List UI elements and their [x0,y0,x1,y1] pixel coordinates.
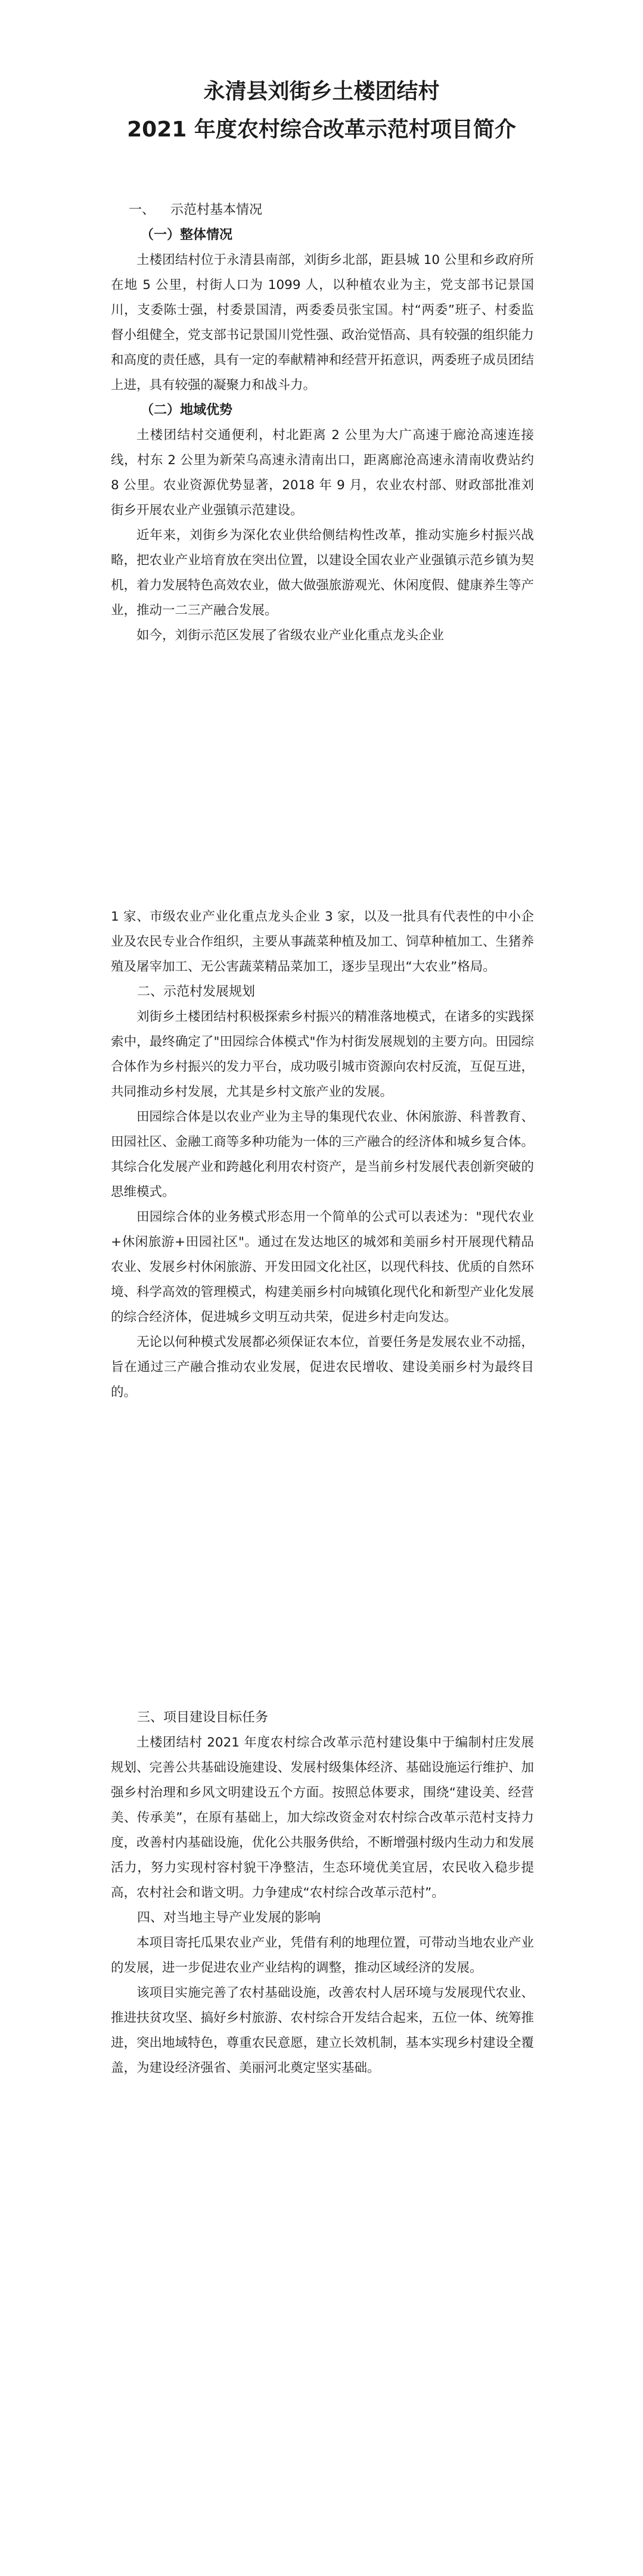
section1-heading [111,198,534,223]
document-title-line2: 2021 年度农村综合改革示范村项目简介 [127,117,516,142]
plan-paragraph-4: 无论以何种模式发展都必须保证农本位，首要任务是发展农业不动摇，旨在通过三产融合推动农业发展，促进农民增收、建设美丽乡村为最终目的。 [111,1335,534,1400]
section1-title: 示范村基本情况 [170,203,263,217]
subsection-advantage-heading: （二）地域优势 [141,403,233,418]
subsection-overall-heading: （一）整体情况 [141,228,233,243]
section1-continuation [111,905,534,1405]
goals-paragraph: 土楼团结村 2021 年度农村综合改革示范村建设集中于编制村庄发展规划、完善公共基础设施建设、发展村级集体经济、基础设施运行维护、加强乡村治理和乡风文明建设五个方面。按照总体要求，围绕“建设美、经营美、传承美”，在原有基础上，加大综改资金对农村综合改革示范村支持力度，改善村内基础设施，优化公共服务供给，不断增强村级内生动力和发展活力，努力实现村容村貌干净整洁，生态环境优美宜居，农民收入稳步提高，农村社会和谐文明。力争建成“农村综合改革示范村”。 [111,1735,534,1900]
advantage-paragraph-2: 近年来，刘街乡为深化农业供给侧结构性改革，推动实施乡村振兴战略，把农业产业培育放在突出位置，以建设全国农业产业强镇示范乡镇为契机，着力发展特色高效农业，做大做强旅游观光、休闲度假、健康养生等产业，推动一二三产融合发展。 [111,528,534,618]
document-title-line1: 永清县刘街乡土楼团结村 [203,79,440,104]
plan-paragraph-3: 田园综合体的业务模式形态用一个简单的公式可以表述为："现代农业+休闲旅游+田园社区"。通过在发达地区的城郊和美丽乡村开展现代精品农业、发展乡村休闲旅游、开发田园文化社区，以现代科技、优质的自然环境、科学高效的管理模式，构建美丽乡村向城镇化现代化和新型产业化发展的综合经济体，促进城乡文明互动共荣，促进乡村走向发达。 [111,1210,534,1325]
advantage-paragraph-3-start: 如今，刘街示范区发展了省级农业产业化重点龙头企业 [136,628,445,643]
impact-paragraph-1: 本项目寄托瓜果农业产业，凭借有利的地理位置，可带动当地农业产业的发展，进一步促进农业产业结构的调整，推动区域经济的发展。 [111,1935,534,1975]
section4-heading: 四、对当地主导产业发展的影响 [137,1910,321,1925]
section2-heading: 二、示范村发展规划 [137,984,256,999]
plan-paragraph-2: 田园综合体是以农业产业为主导的集现代农业、休闲旅游、科普教育、田园社区、金融工商等多种功能为一体的三产融合的经济体和城乡复合体。其综合化发展产业和跨越化利用农村资产，是当前乡村发展代表创新突破的思维模式。 [111,1110,534,1200]
advantage-paragraph-1: 土楼团结村交通便利，村北距离 2 公里为大广高速于廊沧高速连接线，村东 2 公里为新荣乌高速永清南出口，距离廊沧高速永清南收费站约 8 公里。农业资源优势显著，2018 年 9 月，农业农村部、财政部批准刘街乡开展农业产业强镇示范建设。 [111,428,534,518]
section1-number: 一、 [129,203,156,217]
section3-heading: 三、项目建设目标任务 [137,1710,269,1725]
plan-paragraph-1: 刘街乡土楼团结村积极探索乡村振兴的精准落地模式，在诸多的实践探索中，最终确定了"田园综合体模式"作为村街发展规划的主要方向。田园综合体作为乡村振兴的发力平台，成功吸引城市资源向农村反流，互促互进，共同推动乡村发展，尤其是乡村文旅产业的发展。 [111,1009,534,1099]
section-basic-info [111,198,534,648]
overall-paragraph: 土楼团结村位于永清县南部，刘街乡北部，距县城 10 公里和乡政府所在地 5 公里，村街人口为 1099 人，以种植农业为主，党支部书记景国川，支委陈士强，村委景国清，两委委员张宝国。村“两委”班子、村委监督小组健全，党支部书记景国川党性强、政治觉悟高、具有较强的组织能力和高度的责任感，具有一定的奉献精神和经营开拓意识，两委班子成员团结上进，具有较强的凝聚力和战斗力。 [111,253,534,393]
section-goals-and-impact [111,1705,534,2081]
impact-paragraph-2: 该项目实施完善了农村基础设施，改善农村人居环境与发展现代农业、推进扶贫攻坚、搞好乡村旅游、农村综合开发结合起来，五位一体、统筹推进，突出地域特色，尊重农民意愿，建立长效机制，基本实现乡村建设全覆盖，为建设经济强省、美丽河北奠定坚实基础。 [111,1985,534,2075]
advantage-paragraph-3-end: 1 家、市级农业产业化重点龙头企业 3 家，以及一批具有代表性的中小企业及农民专业合作组织，主要从事蔬菜种植及加工、饲草种植加工、生猪养殖及屠宰加工、无公害蔬菜精品菜加工，逐步呈现出“大农业”格局。 [111,909,534,974]
